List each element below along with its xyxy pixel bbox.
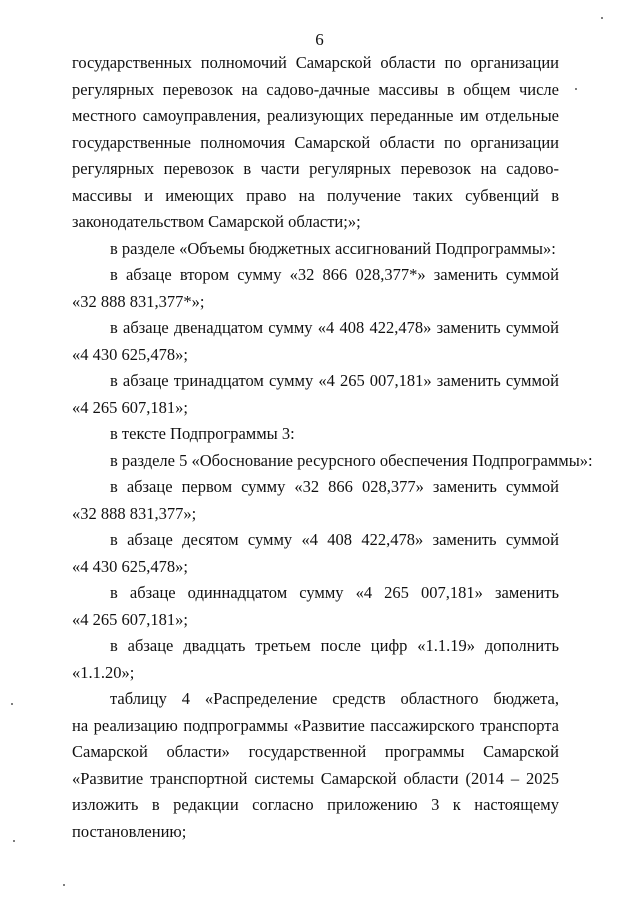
paragraph-continuation: [72, 50, 559, 236]
text-line: в абзаце одиннадцатом сумму «4 265 007,181» заменить: [110, 583, 559, 602]
text-line: государственные полномочия Самарской области по организации: [72, 132, 559, 152]
text-line: «4 430 625,478»;: [72, 556, 188, 576]
paragraph: [72, 474, 559, 527]
text-line: в тексте Подпрограммы 3:: [110, 424, 295, 443]
text-line: в абзаце двадцать третьем после цифр «1.1.19» дополнить: [110, 636, 559, 655]
paragraph: [72, 421, 559, 448]
text-line: местного самоуправления, реализующих переданные им отдельные: [72, 106, 559, 125]
text-line: регулярных перевозок на садово-дачные массивы в общем числе: [72, 79, 559, 99]
text-line: «32 888 831,377*»;: [72, 291, 205, 311]
paragraph: [72, 368, 559, 421]
text-line: изложить в редакции согласно приложению 3 к настоящему: [72, 795, 559, 814]
text-line: «4 265 607,181»;: [72, 397, 188, 417]
paragraph: [72, 686, 559, 845]
text-line: «4 430 625,478»;: [72, 344, 188, 364]
text-line: в абзаце первом сумму «32 866 028,377» заменить суммой: [110, 477, 559, 496]
text-line: в абзаце тринадцатом сумму «4 265 007,181» заменить суммой: [110, 371, 559, 390]
paragraph: [72, 262, 559, 315]
paragraph: [72, 448, 593, 475]
text-line: постановлению;: [72, 821, 187, 841]
text-line: массивы и имеющих право на получение таких субвенций в: [72, 185, 559, 205]
scan-speck: [63, 884, 65, 886]
scan-speck: [575, 88, 577, 90]
text-line: «Развитие транспортной системы Самарской области (2014 – 2025: [72, 768, 559, 788]
scan-speck: [11, 703, 13, 705]
text-line: регулярных перевозок в части регулярных перевозок на садово-: [72, 159, 559, 178]
text-line: Самарской области» государственной программы Самарской: [72, 742, 559, 761]
paragraph: [72, 236, 559, 263]
text-line: в разделе «Объемы бюджетных ассигнований Подпрограммы»:: [110, 238, 556, 258]
paragraph: [72, 633, 559, 686]
text-line: в абзаце десятом сумму «4 408 422,478» заменить суммой: [110, 530, 559, 549]
text-line: «4 265 607,181»;: [72, 609, 188, 629]
text-line: в абзаце втором сумму «32 866 028,377*» заменить суммой: [110, 265, 559, 284]
text-line: в абзаце двенадцатом сумму «4 408 422,478» заменить суммой: [110, 318, 559, 337]
page-number: 6: [315, 30, 324, 49]
text-line: «32 888 831,377»;: [72, 503, 197, 523]
paragraph: [72, 315, 559, 368]
paragraph: [72, 580, 559, 633]
text-line: на реализацию подпрограммы «Развитие пассажирского транспорта: [72, 715, 559, 735]
text-line: государственных полномочий Самарской области по организации: [72, 53, 559, 72]
text-line: «1.1.20»;: [72, 662, 135, 682]
text-line: таблицу 4 «Распределение средств областного бюджета,: [110, 689, 559, 708]
text-line: законодательством Самарской области;»;: [72, 212, 361, 231]
scan-speck: [13, 840, 15, 842]
paragraph: [72, 527, 559, 580]
document-body: [72, 50, 593, 845]
text-line: в разделе 5 «Обоснование ресурсного обеспечения Подпрограммы»:: [110, 450, 593, 470]
scan-speck: [601, 17, 603, 19]
